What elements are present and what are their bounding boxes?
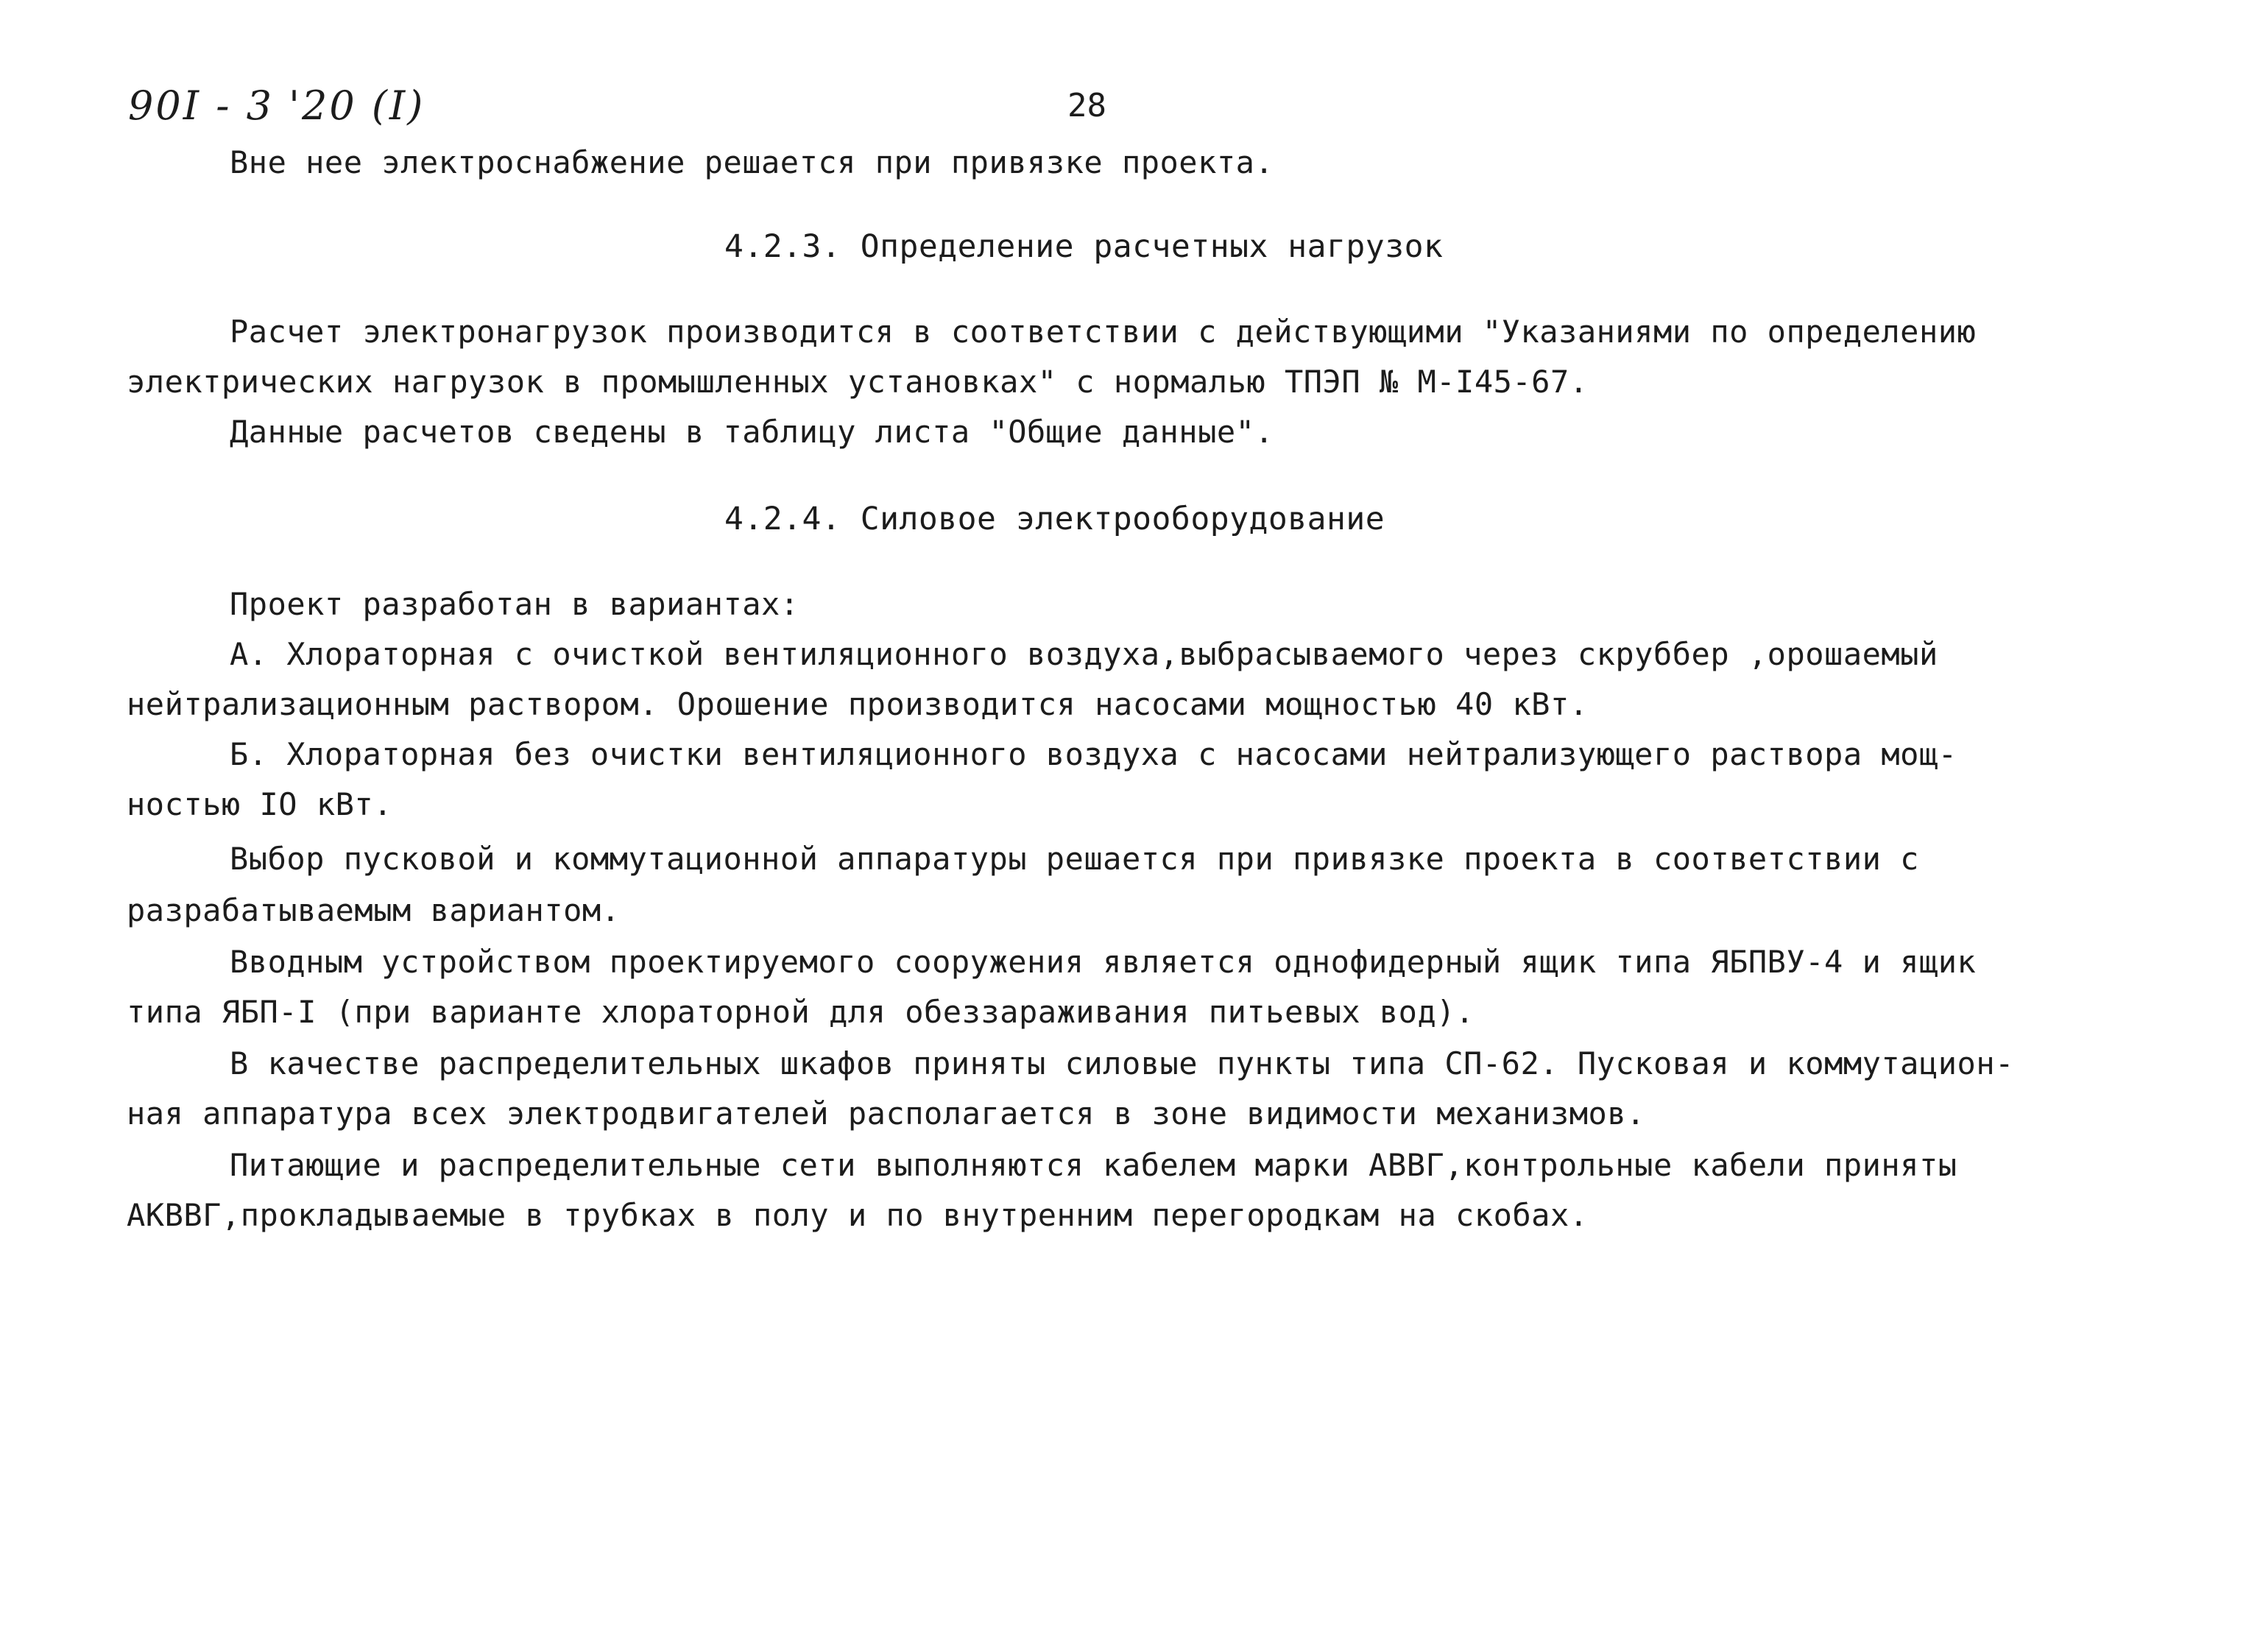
paragraph-line: Питающие и распределительные сети выполняются кабелем марки АВВГ,контрольные кабели приняты xyxy=(230,1147,1957,1183)
section-423-heading: 4.2.3. Определение расчетных нагрузок xyxy=(724,228,1444,265)
paragraph-line: Данные расчетов сведены в таблицу листа "Общие данные". xyxy=(230,414,1274,450)
paragraph-line: электрических нагрузок в промышленных установках" с нормалью ТПЭП № М-I45-67. xyxy=(127,364,1589,400)
paragraph-line: ная аппаратура всех электродвигателей располагается в зоне видимости механизмов. xyxy=(127,1095,1645,1132)
paragraph-line: типа ЯБП-I (при варианте хлораторной для обеззараживания питьевых вод). xyxy=(127,994,1475,1030)
page-number: 28 xyxy=(1067,87,1106,124)
paragraph-line: Расчет электронагрузок производится в соответствии с действующими "Указаниями по определению xyxy=(230,314,1977,350)
section-424-heading: 4.2.4. Силовое электрооборудование xyxy=(724,501,1385,537)
paragraph-line: Выбор пусковой и коммутационной аппаратуры решается при привязке проекта в соответствии с xyxy=(230,841,1919,877)
document-code: 90I - 3 '20 (I) xyxy=(128,82,425,129)
paragraph-line: Проект разработан в вариантах: xyxy=(230,586,799,622)
paragraph-line: нейтрализационным раствором. Орошение производится насосами мощностью 40 кВт. xyxy=(127,686,1589,722)
paragraph-line: Вводным устройством проектируемого сооружения является однофидерный ящик типа ЯБПВУ-4 и ящик xyxy=(230,944,1977,980)
intro-line: Вне нее электроснабжение решается при привязке проекта. xyxy=(230,144,1274,180)
paragraph-line: АКВВГ,прокладываемые в трубках в полу и по внутренним перегородкам на скобах. xyxy=(127,1197,1589,1233)
paragraph-line: В качестве распределительных шкафов приняты силовые пункты типа СП-62. Пусковая и коммутацион- xyxy=(230,1045,2014,1081)
paragraph-line: Б. Хлораторная без очистки вентиляционного воздуха с насосами нейтрализующего раствора мощ- xyxy=(230,736,1957,772)
paragraph-line: А. Хлораторная с очисткой вентиляционного воздуха,выбрасываемого через скруббер ,орошаемый xyxy=(230,636,1938,672)
paragraph-line: разрабатываемым вариантом. xyxy=(127,892,621,928)
paragraph-line: ностью IO кВт. xyxy=(127,786,393,822)
